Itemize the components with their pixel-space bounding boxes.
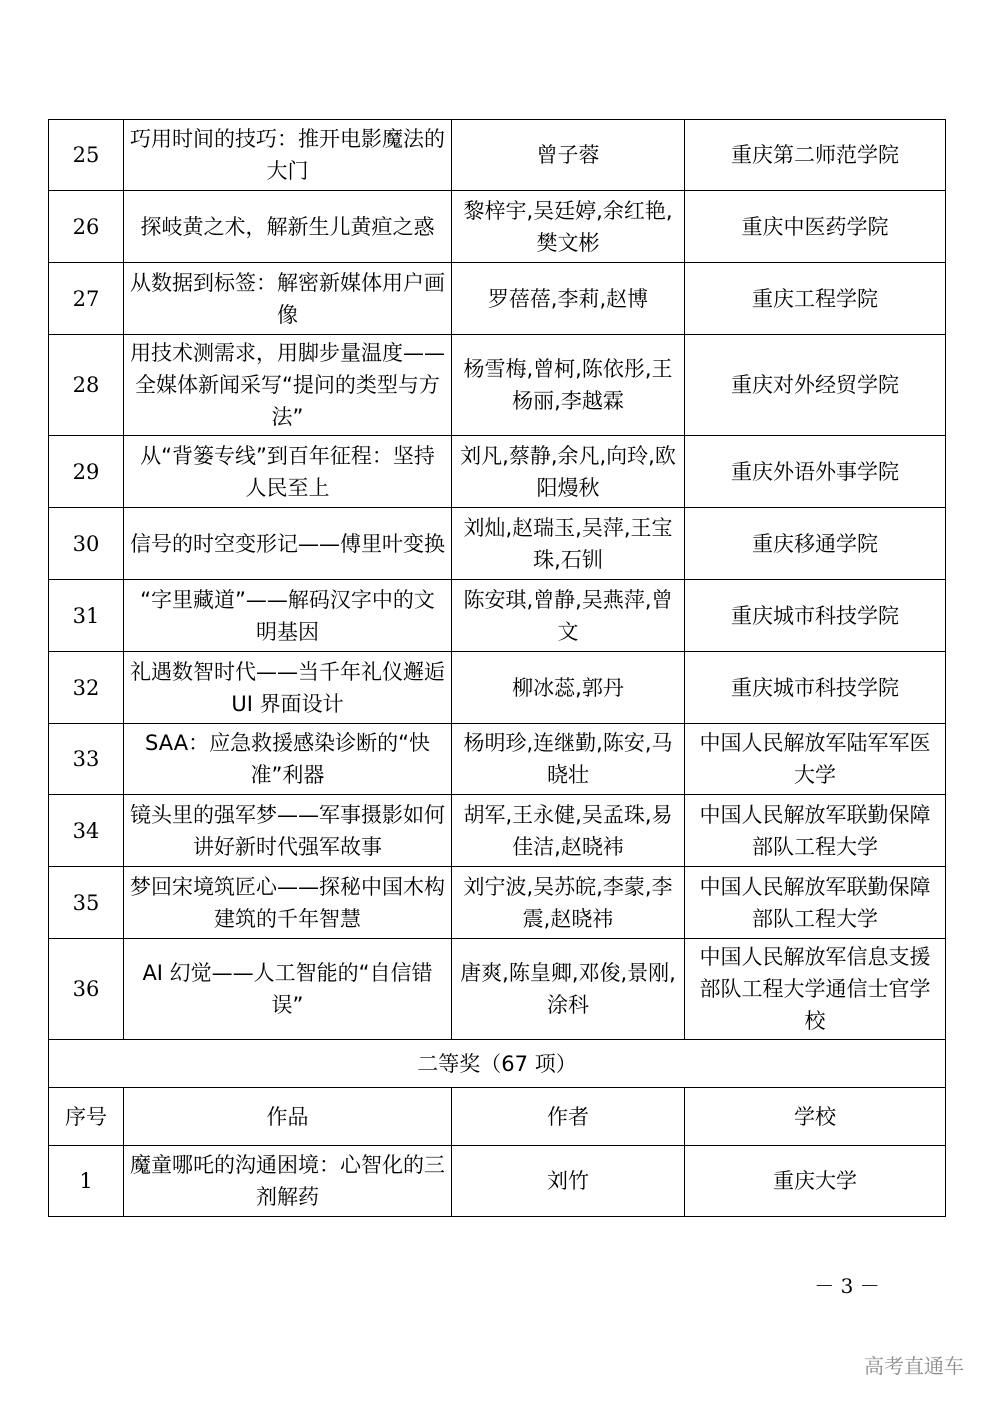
table-row <box>49 191 946 263</box>
work-title: “字里藏道”——解码汉字中的文明基因 <box>124 580 452 652</box>
authors: 刘竹 <box>452 1146 685 1217</box>
header-row <box>49 1088 946 1146</box>
school: 重庆城市科技学院 <box>685 580 946 652</box>
authors: 杨明珍,连继勤,陈安,马晓壮 <box>452 724 685 795</box>
row-number: 26 <box>49 191 124 263</box>
table-row <box>49 867 946 939</box>
table-row <box>49 652 946 724</box>
section-title: 二等奖（67 项） <box>49 1040 946 1088</box>
table-row <box>49 436 946 508</box>
authors: 黎梓宇,吴廷婷,余红艳,樊文彬 <box>452 191 685 263</box>
row-number: 25 <box>49 120 124 191</box>
school: 重庆中医药学院 <box>685 191 946 263</box>
section-row <box>49 1040 946 1088</box>
school: 重庆对外经贸学院 <box>685 335 946 436</box>
authors: 柳冰蕊,郭丹 <box>452 652 685 724</box>
school: 重庆城市科技学院 <box>685 652 946 724</box>
watermark-text: 高考直通车 <box>864 1354 964 1378</box>
table-row <box>49 795 946 867</box>
row-number: 34 <box>49 795 124 867</box>
authors: 刘宁波,吴苏皖,李蒙,李震,赵晓祎 <box>452 867 685 939</box>
authors: 刘凡,蔡静,余凡,向玲,欧阳熳秋 <box>452 436 685 508</box>
header-work: 作品 <box>124 1088 452 1146</box>
authors: 刘灿,赵瑞玉,吴萍,王宝珠,石钏 <box>452 508 685 580</box>
table-row <box>49 939 946 1040</box>
header-number: 序号 <box>49 1088 124 1146</box>
row-number: 1 <box>49 1146 124 1217</box>
work-title: 梦回宋境筑匠心——探秘中国木构建筑的千年智慧 <box>124 867 452 939</box>
row-number: 35 <box>49 867 124 939</box>
row-number: 30 <box>49 508 124 580</box>
work-title: 巧用时间的技巧：推开电影魔法的大门 <box>124 120 452 191</box>
header-author: 作者 <box>452 1088 685 1146</box>
school: 中国人民解放军陆军军医大学 <box>685 724 946 795</box>
row-number: 27 <box>49 263 124 335</box>
table-row <box>49 724 946 795</box>
awards-table <box>48 119 946 1217</box>
school: 重庆大学 <box>685 1146 946 1217</box>
table-row <box>49 1146 946 1217</box>
school: 重庆工程学院 <box>685 263 946 335</box>
row-number: 33 <box>49 724 124 795</box>
table-row <box>49 580 946 652</box>
work-title: 镜头里的强军梦——军事摄影如何讲好新时代强军故事 <box>124 795 452 867</box>
header-school: 学校 <box>685 1088 946 1146</box>
work-title: 礼遇数智时代——当千年礼仪邂逅 UI 界面设计 <box>124 652 452 724</box>
row-number: 28 <box>49 335 124 436</box>
work-title: 用技术测需求，用脚步量温度——全媒体新闻采写“提问的类型与方法” <box>124 335 452 436</box>
authors: 唐爽,陈皇卿,邓俊,景刚,涂科 <box>452 939 685 1040</box>
school: 中国人民解放军信息支援部队工程大学通信士官学校 <box>685 939 946 1040</box>
school: 重庆外语外事学院 <box>685 436 946 508</box>
school: 中国人民解放军联勤保障部队工程大学 <box>685 867 946 939</box>
work-title: 从“背篓专线”到百年征程：坚持人民至上 <box>124 436 452 508</box>
authors: 陈安琪,曾静,吴燕萍,曾文 <box>452 580 685 652</box>
work-title: 魔童哪吒的沟通困境：心智化的三剂解药 <box>124 1146 452 1217</box>
table-row <box>49 335 946 436</box>
table-row <box>49 263 946 335</box>
work-title: 探岐黄之术，解新生儿黄疸之惑 <box>124 191 452 263</box>
row-number: 32 <box>49 652 124 724</box>
row-number: 36 <box>49 939 124 1040</box>
work-title: 从数据到标签：解密新媒体用户画像 <box>124 263 452 335</box>
work-title: SAA：应急救援感染诊断的“快准”利器 <box>124 724 452 795</box>
row-number: 29 <box>49 436 124 508</box>
page-number: － 3 － <box>814 1274 880 1298</box>
authors: 曾子蓉 <box>452 120 685 191</box>
authors: 胡军,王永健,吴孟珠,易佳洁,赵晓袆 <box>452 795 685 867</box>
school: 重庆第二师范学院 <box>685 120 946 191</box>
school: 中国人民解放军联勤保障部队工程大学 <box>685 795 946 867</box>
work-title: 信号的时空变形记——傅里叶变换 <box>124 508 452 580</box>
school: 重庆移通学院 <box>685 508 946 580</box>
table-row <box>49 120 946 191</box>
work-title: AI 幻觉——人工智能的“自信错误” <box>124 939 452 1040</box>
row-number: 31 <box>49 580 124 652</box>
table-row <box>49 508 946 580</box>
authors: 罗蓓蓓,李莉,赵博 <box>452 263 685 335</box>
authors: 杨雪梅,曾柯,陈依彤,王杨丽,李越霖 <box>452 335 685 436</box>
